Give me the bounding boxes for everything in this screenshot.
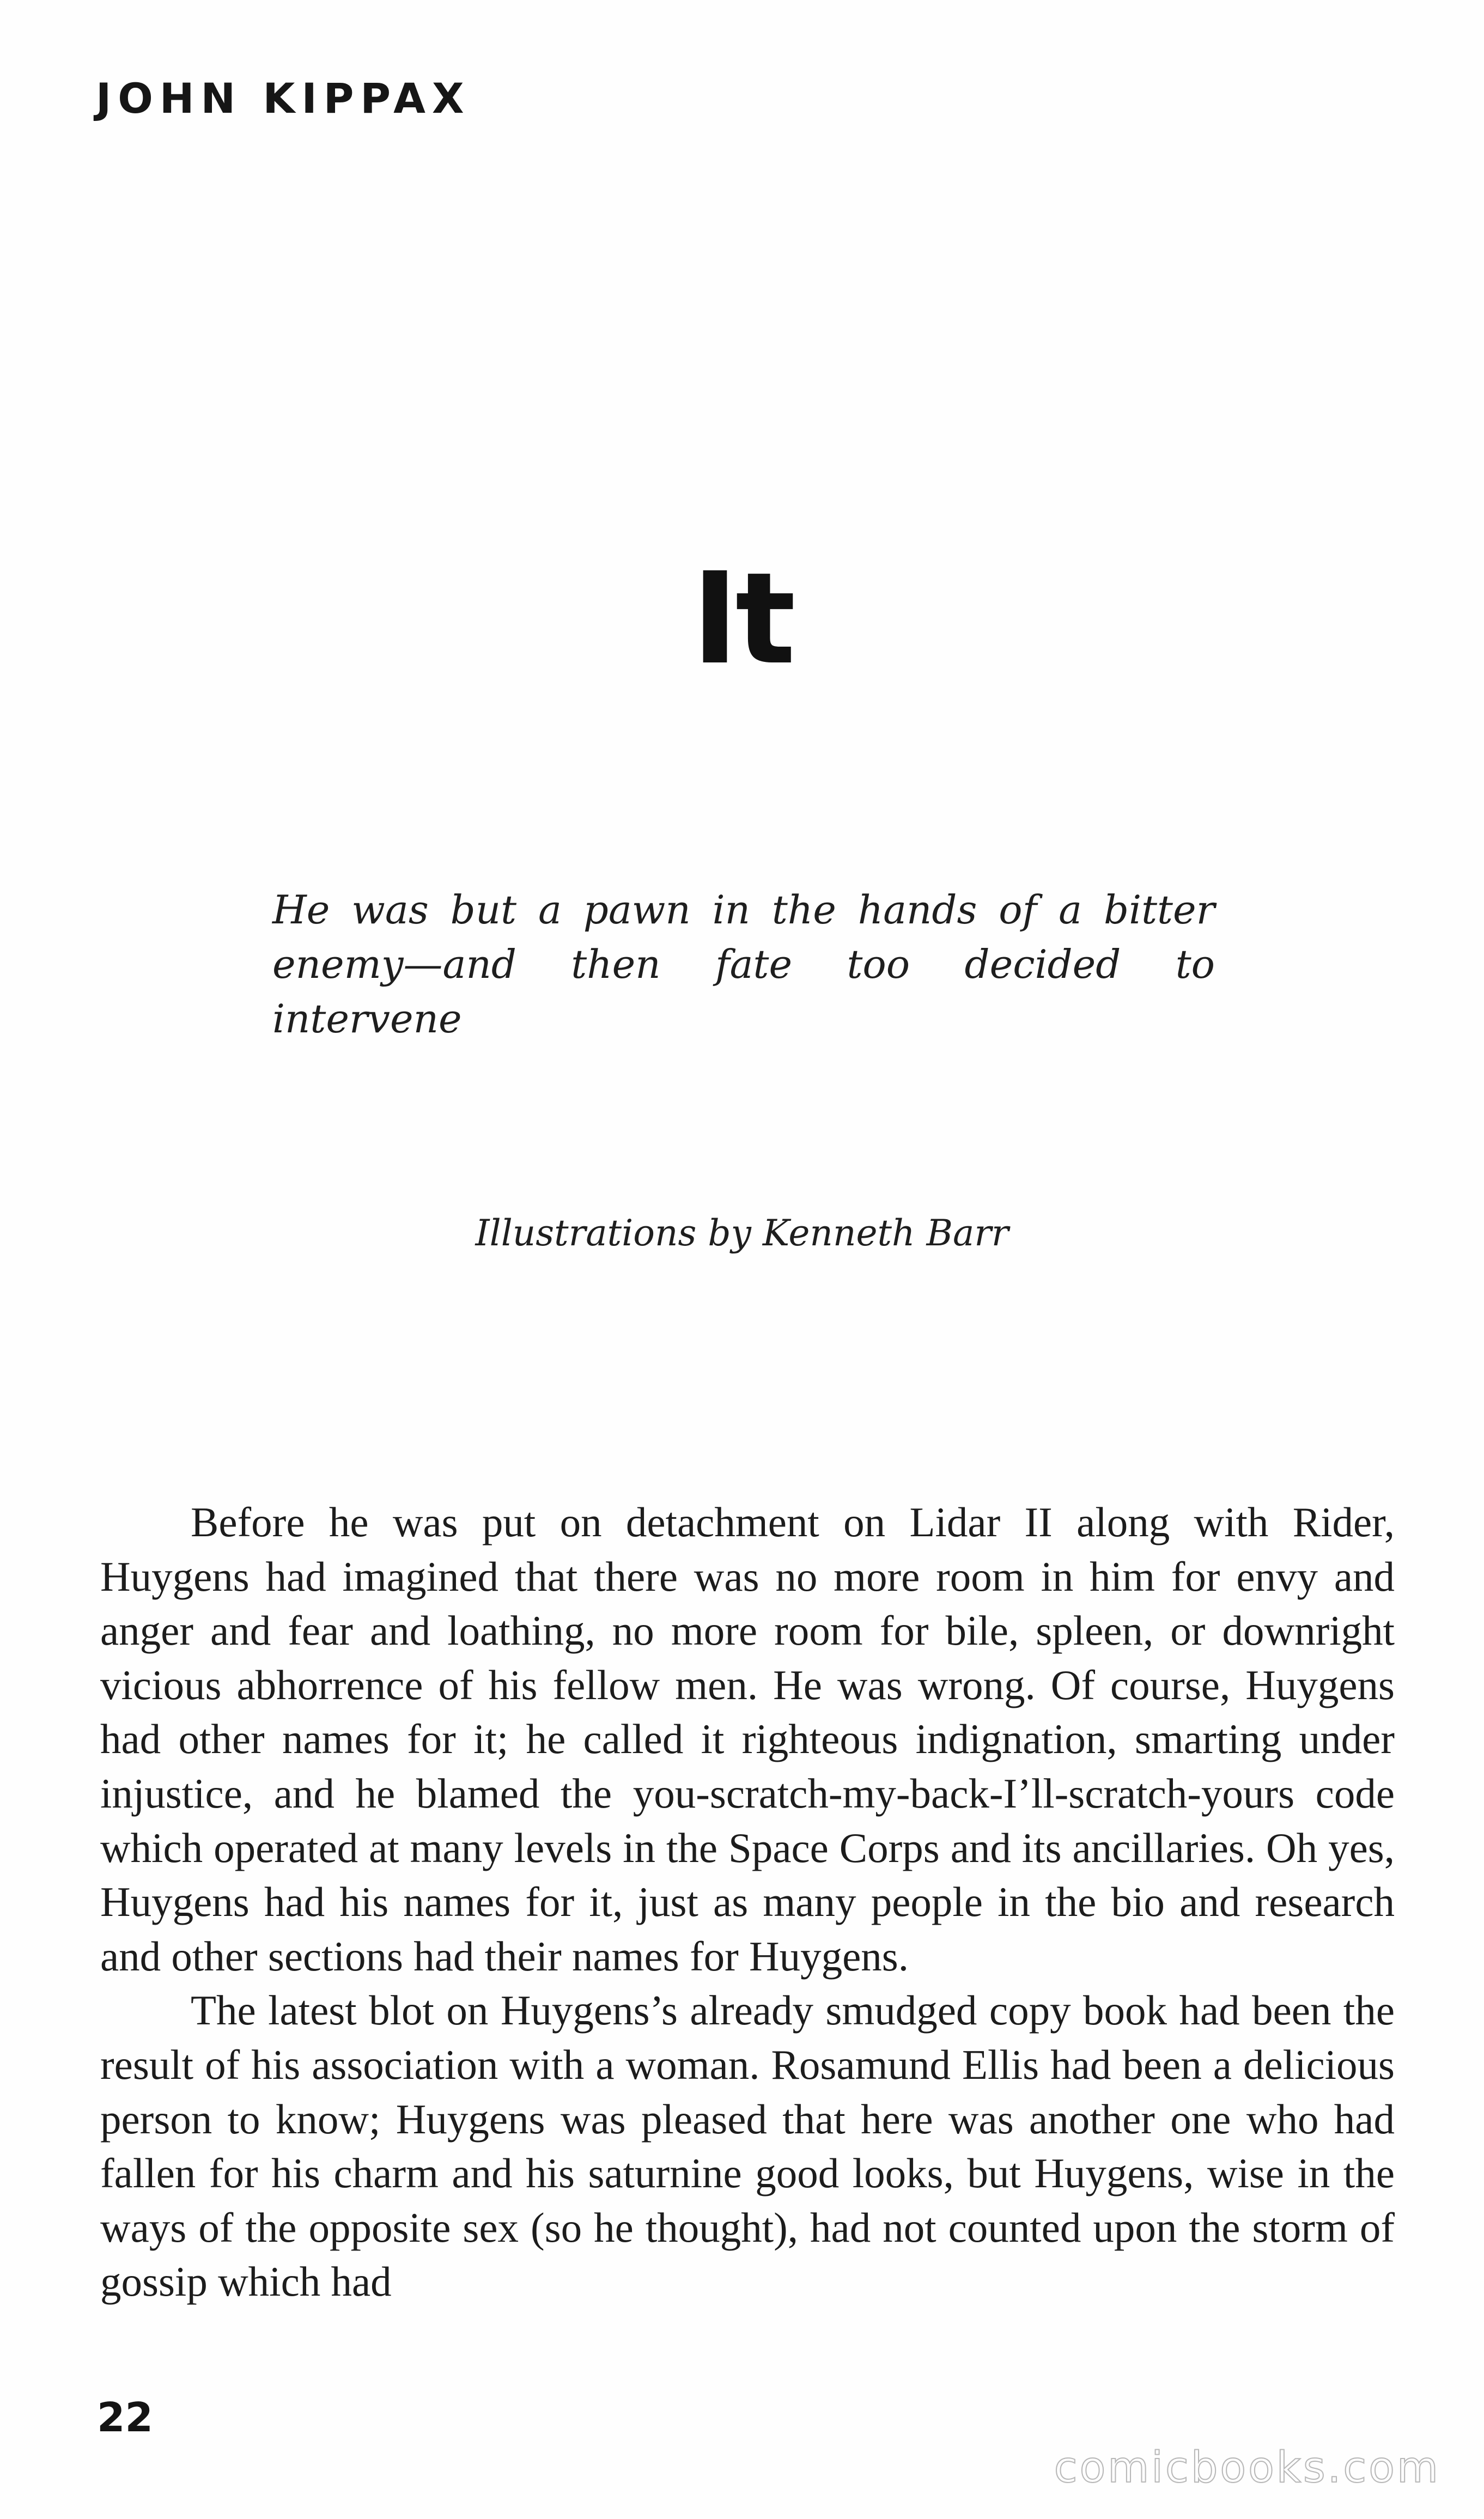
story-body [100, 1495, 1395, 2309]
paragraph: Before he was put on detachment on Lidar II along with Rider, Huygens had imagined that there was no more room in him for envy and anger and fear and loathing, no more room for bile, spleen, or downright vicious abhorrence of his fellow men. He was wrong. Of course, Huygens had other names for it; he called it righteous indignation, smarting under injustice, and he blamed the you-scratch-my-back-I’ll-scratch-yours code which operated at many levels in the Space Corps and its ancillaries. Oh yes, Huygens had his names for it, just as many people in the bio and research and other sections had their names for Huygens. [100, 1499, 1395, 1980]
story-blurb: He was but a pawn in the hands of a bitter enemy—and then fate too decided to intervene [272, 887, 1215, 1042]
story-title: It [691, 545, 793, 692]
paragraph: The latest blot on Huygens’s already smudged copy book had been the result of his association with a woman. Rosamund Ellis had been a delicious person to know; Huygens was pleased that here was another one who had fallen for his charm and his saturnine good looks, but Huygens, wise in the ways of the opposite sex (so he thought), had not counted upon the storm of gossip which had [100, 1987, 1395, 2305]
author-name: JOHN KIPPAX [96, 74, 471, 123]
watermark: comicbooks.com [1054, 2443, 1440, 2492]
illustration-credit: Illustrations by Kenneth Barr [475, 1212, 1009, 1254]
page-number: 22 [97, 2394, 153, 2441]
